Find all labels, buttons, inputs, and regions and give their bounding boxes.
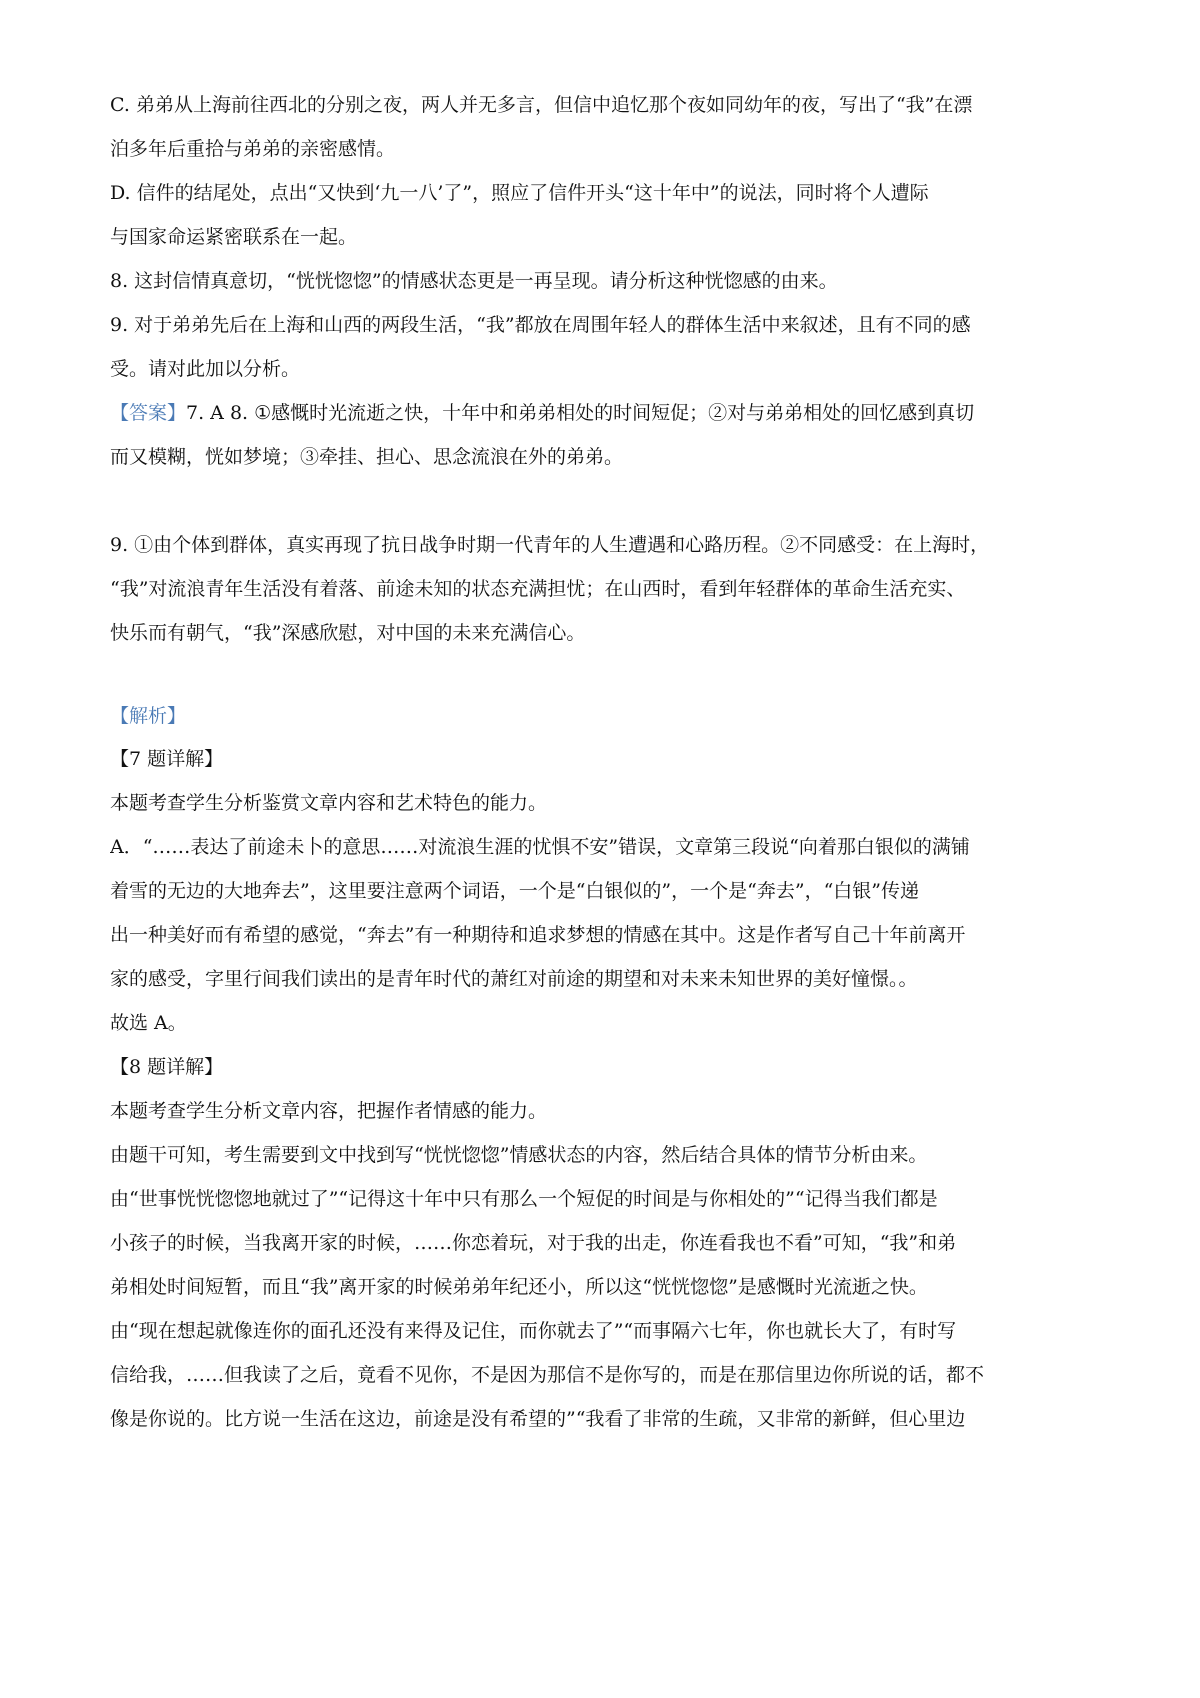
- question-9-line-2: 受。请对此加以分析。: [110, 358, 301, 380]
- q7-choice: 故选 A。: [110, 1012, 187, 1034]
- answer-9-line-1: 9. ①由个体到群体，真实再现了抗日战争时期一代青年的人生遭遇和心路历程。②不同感受：在上海时，: [110, 534, 990, 556]
- option-c-line-2: 泊多年后重拾与弟弟的亲密感情。: [110, 138, 396, 160]
- q8-detail-line-7: 像是你说的。比方说一生活在这边，前途是没有希望的”“我看了非常的生疏，又非常的新鲜，但心里边: [110, 1408, 966, 1430]
- q8-detail-line-2: 由“世事恍恍惚惚地就过了”“记得这十年中只有那么一个短促的时间是与你相处的”“记得当我们都是: [110, 1188, 938, 1210]
- q7-detail-line-1: A．“……表达了前途未卜的意思……对流浪生涯的忧惧不安”错误，文章第三段说“向着那白银似的满铺: [110, 836, 970, 858]
- q8-detail-line-1: 由题干可知，考生需要到文中找到写“恍恍惚惚”情感状态的内容，然后结合具体的情节分析由来。: [110, 1144, 928, 1166]
- analysis-tag: 【解析】: [110, 705, 187, 727]
- q8-heading: 【8 题详解】: [110, 1056, 224, 1078]
- answer-9-line-2: “我”对流浪青年生活没有着落、前途未知的状态充满担忧；在山西时，看到年轻群体的革命生活充实、: [110, 578, 966, 600]
- option-d-line-2: 与国家命运紧密联系在一起。: [110, 226, 358, 248]
- q8-detail-line-6: 信给我，……但我读了之后，竟看不见你，不是因为那信不是你写的，而是在那信里边你所说的话，都不: [110, 1364, 985, 1386]
- q8-intro: 本题考查学生分析文章内容，把握作者情感的能力。: [110, 1100, 548, 1122]
- question-8: 8. 这封信情真意切，“恍恍惚惚”的情感状态更是一再呈现。请分析这种恍惚感的由来。: [110, 270, 838, 292]
- question-9-line-1: 9. 对于弟弟先后在上海和山西的两段生活，“我”都放在周围年轻人的群体生活中来叙述，且有不同的感: [110, 314, 971, 336]
- q8-detail-line-4: 弟相处时间短暂，而且“我”离开家的时候弟弟年纪还小，所以这“恍恍惚惚”是感慨时光流逝之快。: [110, 1276, 928, 1298]
- answer-text-1: 7. A 8. ①感慨时光流逝之快，十年中和弟弟相处的时间短促；②对与弟弟相处的回忆感到真切: [186, 402, 975, 424]
- answer-9-line-3: 快乐而有朝气，“我”深感欣慰，对中国的未来充满信心。: [110, 622, 586, 644]
- option-d-line-1: D. 信件的结尾处，点出“又快到‘九一八’了”，照应了信件开头“这十年中”的说法，同时将个人遭际: [110, 182, 929, 204]
- q7-intro: 本题考查学生分析鉴赏文章内容和艺术特色的能力。: [110, 792, 548, 814]
- q7-heading: 【7 题详解】: [110, 748, 224, 770]
- answer-line-2: 而又模糊，恍如梦境；③牵挂、担心、思念流浪在外的弟弟。: [110, 446, 624, 468]
- q7-detail-line-3: 出一种美好而有希望的感觉，“奔去”有一种期待和追求梦想的情感在其中。这是作者写自己十年前离开: [110, 924, 966, 946]
- answer-line-1: [110, 400, 1100, 426]
- q7-detail-line-4: 家的感受，字里行间我们读出的是青年时代的萧红对前途的期望和对未来未知世界的美好憧憬。。: [110, 968, 918, 990]
- option-c-line-1: C. 弟弟从上海前往西北的分别之夜，两人并无多言，但信中追忆那个夜如同幼年的夜，写出了“我”在漂: [110, 94, 973, 116]
- answer-tag: 【答案】: [110, 402, 187, 424]
- q8-detail-line-5: 由“现在想起就像连你的面孔还没有来得及记住，而你就去了”“而事隔六七年，你也就长大了，有时写: [110, 1320, 957, 1342]
- q7-detail-line-2: 着雪的无边的大地奔去”，这里要注意两个词语，一个是“白银似的”，一个是“奔去”，“白银”传递: [110, 880, 919, 902]
- q8-detail-line-3: 小孩子的时候，当我离开家的时候，……你恋着玩，对于我的出走，你连看我也不看”可知，“我”和弟: [110, 1232, 957, 1254]
